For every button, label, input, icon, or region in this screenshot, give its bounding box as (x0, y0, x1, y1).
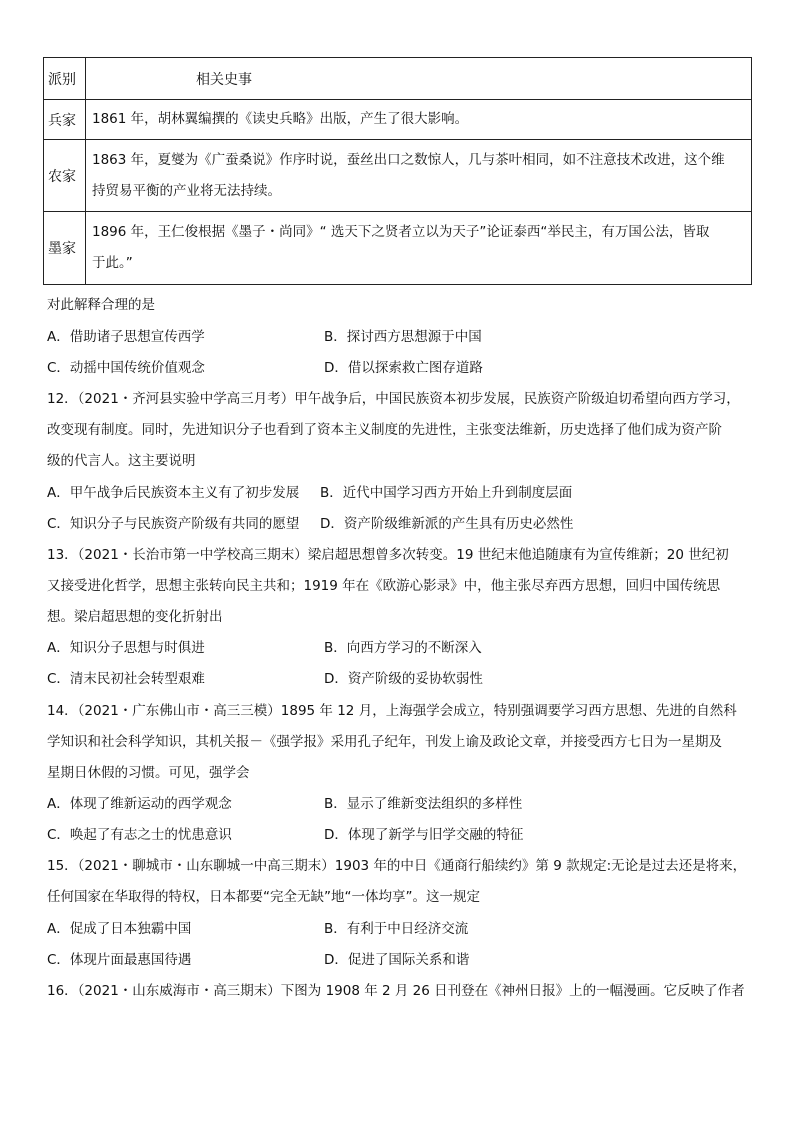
q14-option-c[interactable]: C．唤起了有志之士的忧患意识 (47, 827, 232, 843)
q13-stem-line: 又接受进化哲学，思想主张转向民主共和；1919 年在《欧游心影录》中，他主张尽弃西方思想，回归中国传统思 (47, 578, 721, 594)
event-line: 1896 年，王仁俊根据《墨子・尚同》“ 选天下之贤者立以为天子”论证泰西“举民主，有万国公法，皆取 (92, 224, 710, 240)
table-row (44, 100, 752, 140)
q13-option-a[interactable]: A．知识分子思想与时俱进 (47, 640, 205, 656)
q11-option-a[interactable]: A．借助诸子思想宣传西学 (47, 329, 205, 345)
q15-option-d[interactable]: D．促进了国际关系和谐 (324, 952, 470, 968)
source-table (43, 57, 752, 285)
table-row (44, 140, 752, 212)
q14-stem-line: 学知识和社会科学知识，其机关报－《强学报》采用孔子纪年，刊发上谕及政论文章，并接受西方七日为一星期及 (47, 734, 722, 750)
event-line: 于此。” (92, 255, 133, 271)
table-header-row (44, 58, 752, 100)
q13-stem-line: 13．（2021・长治市第一中学校高三期末）梁启超思想曾多次转变。19 世纪末他追随康有为宣传维新；20 世纪初 (47, 547, 729, 563)
school-cell: 兵家 (44, 100, 86, 140)
q15-option-a[interactable]: A．促成了日本独霸中国 (47, 921, 192, 937)
header-event: 相关史事 (86, 58, 752, 100)
q13-option-d[interactable]: D．资产阶级的妥协软弱性 (324, 671, 483, 687)
header-school: 派别 (44, 58, 86, 100)
q15-stem-line: 任何国家在华取得的特权，日本都要“完全无缺”地“一体均享”。这一规定 (47, 889, 480, 905)
q12-stem-line: 级的代言人。这主要说明 (47, 453, 196, 469)
event-line: 1861 年，胡林翼编撰的《读史兵略》出版，产生了很大影响。 (92, 111, 469, 127)
table-row (44, 212, 752, 285)
q15-option-b[interactable]: B．有利于中日经济交流 (324, 921, 469, 937)
q13-stem-line: 想。梁启超思想的变化折射出 (47, 609, 223, 625)
q15-stem-line: 15．（2021・聊城市・山东聊城一中高三期末）1903 年的中日《通商行船续约》第 9 款规定:无论是过去还是将来， (47, 858, 747, 874)
q12-option-b[interactable]: B．近代中国学习西方开始上升到制度层面 (320, 485, 573, 501)
q13-option-c[interactable]: C．清末民初社会转型艰难 (47, 671, 205, 687)
q11-option-d[interactable]: D．借以探索救亡图存道路 (324, 360, 483, 376)
q12-stem-line: 改变现有制度。同时，先进知识分子也看到了资本主义制度的先进性，主张变法维新，历史选择了他们成为资产阶 (47, 422, 722, 438)
q12-stem-line: 12．（2021・齐河县实验中学高三月考）甲午战争后，中国民族资本初步发展，民族资产阶级迫切希望向西方学习， (47, 391, 740, 407)
q14-option-d[interactable]: D．体现了新学与旧学交融的特征 (324, 827, 524, 843)
q16-stem-line: 16．（2021・山东威海市・高三期末）下图为 1908 年 2 月 26 日刊登在《神州日报》上的一幅漫画。它反映了作者 (47, 983, 745, 999)
q12-option-a[interactable]: A．甲午战争后民族资本主义有了初步发展 (47, 485, 300, 501)
event-cell (86, 140, 752, 212)
q11-option-c[interactable]: C．动摇中国传统价值观念 (47, 360, 205, 376)
q11-option-b[interactable]: B．探讨西方思想源于中国 (324, 329, 482, 345)
q15-option-c[interactable]: C．体现片面最惠国待遇 (47, 952, 192, 968)
event-cell (86, 212, 752, 285)
q11-stem: 对此解释合理的是 (47, 297, 155, 313)
q13-option-b[interactable]: B．向西方学习的不断深入 (324, 640, 482, 656)
school-cell: 农家 (44, 140, 86, 212)
q12-option-c[interactable]: C．知识分子与民族资产阶级有共同的愿望 (47, 516, 300, 532)
q14-option-b[interactable]: B．显示了维新变法组织的多样性 (324, 796, 523, 812)
q14-option-a[interactable]: A．体现了维新运动的西学观念 (47, 796, 232, 812)
q14-stem-line: 14．（2021・广东佛山市・高三三模）1895 年 12 月，上海强学会成立，特别强调要学习西方思想、先进的自然科 (47, 703, 737, 719)
event-line: 持贸易平衡的产业将无法持续。 (92, 182, 281, 199)
q14-stem-line: 星期日休假的习惯。可见，强学会 (47, 765, 250, 781)
school-cell: 墨家 (44, 212, 86, 285)
q12-option-d[interactable]: D．资产阶级维新派的产生具有历史必然性 (320, 516, 574, 532)
event-cell (86, 100, 752, 140)
event-line: 1863 年，夏燮为《广蚕桑说》作序时说，蚕丝出口之数惊人，几与茶叶相同，如不注意技术改进，这个维 (92, 151, 725, 168)
